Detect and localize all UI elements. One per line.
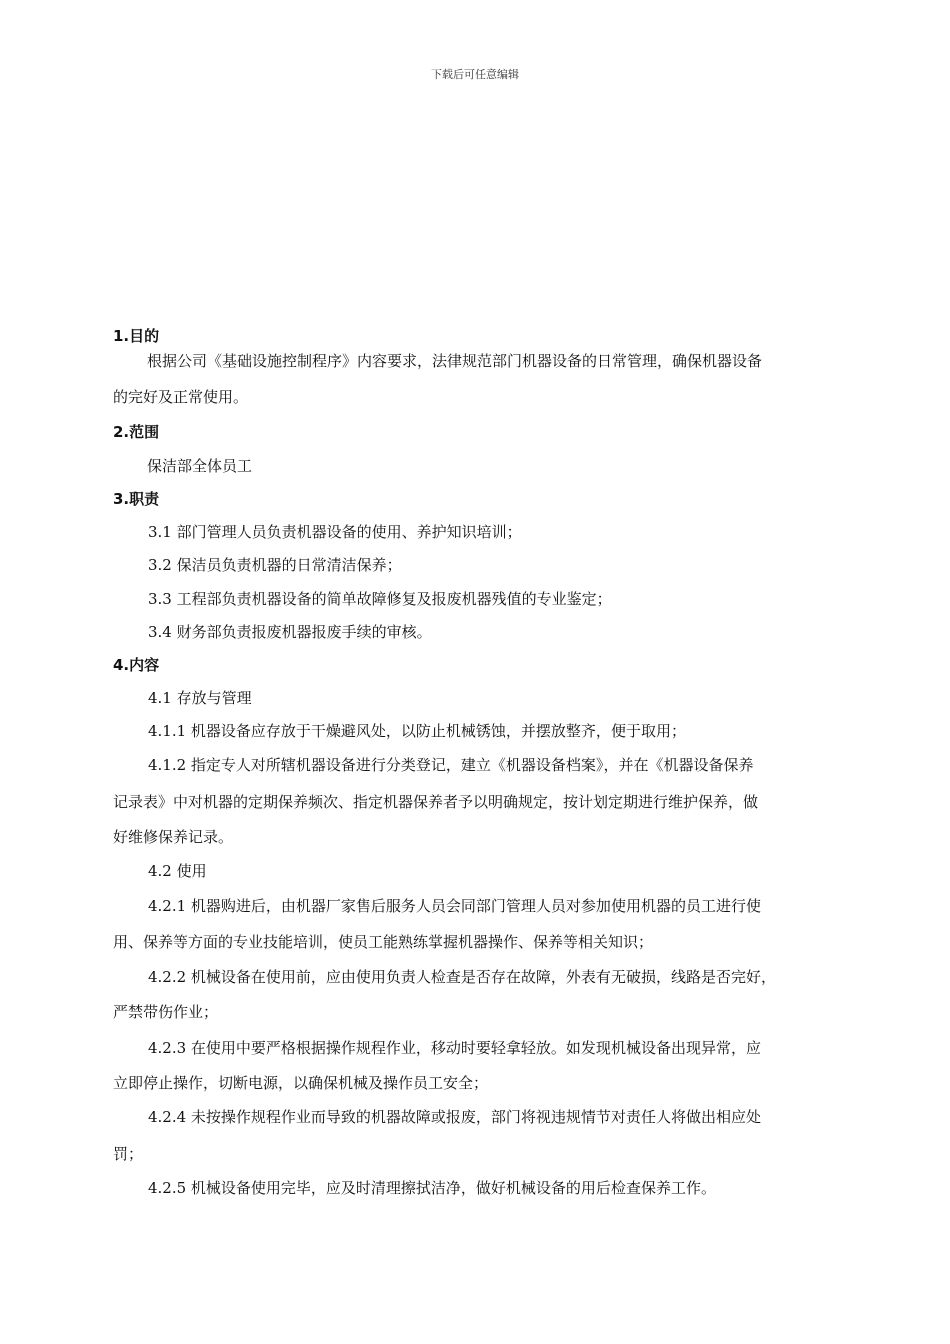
list-item: 3.2 保洁员负责机器的日常清洁保养； bbox=[148, 556, 402, 574]
header-note: 下载后可任意编辑 bbox=[431, 68, 519, 81]
paragraph-line: 用、保养等方面的专业技能培训，使员工能熟练掌握机器操作、保养等相关知识； bbox=[113, 933, 654, 951]
paragraph-line: 4.2.2 机械设备在使用前，应由使用负责人检查是否存在故障，外表有无破损，线路是否完好， bbox=[148, 968, 776, 986]
paragraph-line: 4.2.3 在使用中要严格根据操作规程作业，移动时要轻拿轻放。如发现机械设备出现异常，应 bbox=[148, 1039, 761, 1057]
paragraph-line: 4.1.1 机器设备应存放于干燥避风处，以防止机械锈蚀，并摆放整齐，便于取用； bbox=[148, 722, 686, 740]
paragraph-line: 好维修保养记录。 bbox=[113, 828, 234, 846]
section-heading-scope: 2.范围 bbox=[113, 423, 160, 441]
list-item: 3.3 工程部负责机器设备的简单故障修复及报废机器残值的专业鉴定； bbox=[148, 590, 612, 608]
paragraph-line: 4.2.1 机器购进后，由机器厂家售后服务人员会同部门管理人员对参加使用机器的员工进行使 bbox=[148, 897, 761, 915]
paragraph-line: 保洁部全体员工 bbox=[147, 457, 253, 475]
list-item: 3.4 财务部负责报废机器报废手续的审核。 bbox=[148, 623, 432, 641]
section-heading-purpose: 1.目的 bbox=[113, 327, 160, 345]
paragraph-line: 4.2.5 机械设备使用完毕，应及时清理擦拭洁净，做好机械设备的用后检查保养工作。 bbox=[148, 1179, 716, 1197]
paragraph-line: 根据公司《基础设施控制程序》内容要求，法律规范部门机器设备的日常管理，确保机器设备 bbox=[147, 352, 763, 370]
paragraph-line: 4.1.2 指定专人对所辖机器设备进行分类登记，建立《机器设备档案》，并在《机器设备保养 bbox=[148, 756, 754, 774]
paragraph-line: 记录表》中对机器的定期保养频次、指定机器保养者予以明确规定，按计划定期进行维护保养，做 bbox=[113, 793, 759, 811]
subsection-heading: 4.1 存放与管理 bbox=[148, 689, 252, 707]
paragraph-line: 的完好及正常使用。 bbox=[113, 388, 249, 406]
paragraph-line: 罚； bbox=[113, 1145, 144, 1163]
paragraph-line: 立即停止操作，切断电源，以确保机械及操作员工安全； bbox=[113, 1074, 489, 1092]
subsection-heading: 4.2 使用 bbox=[148, 862, 207, 880]
paragraph-line: 4.2.4 未按操作规程作业而导致的机器故障或报废，部门将视违规情节对责任人将做出相应处 bbox=[148, 1108, 761, 1126]
paragraph-line: 严禁带伤作业； bbox=[113, 1003, 219, 1021]
section-heading-responsibilities: 3.职责 bbox=[113, 490, 160, 508]
section-heading-content: 4.内容 bbox=[113, 656, 160, 674]
list-item: 3.1 部门管理人员负责机器设备的使用、养护知识培训； bbox=[148, 523, 522, 541]
